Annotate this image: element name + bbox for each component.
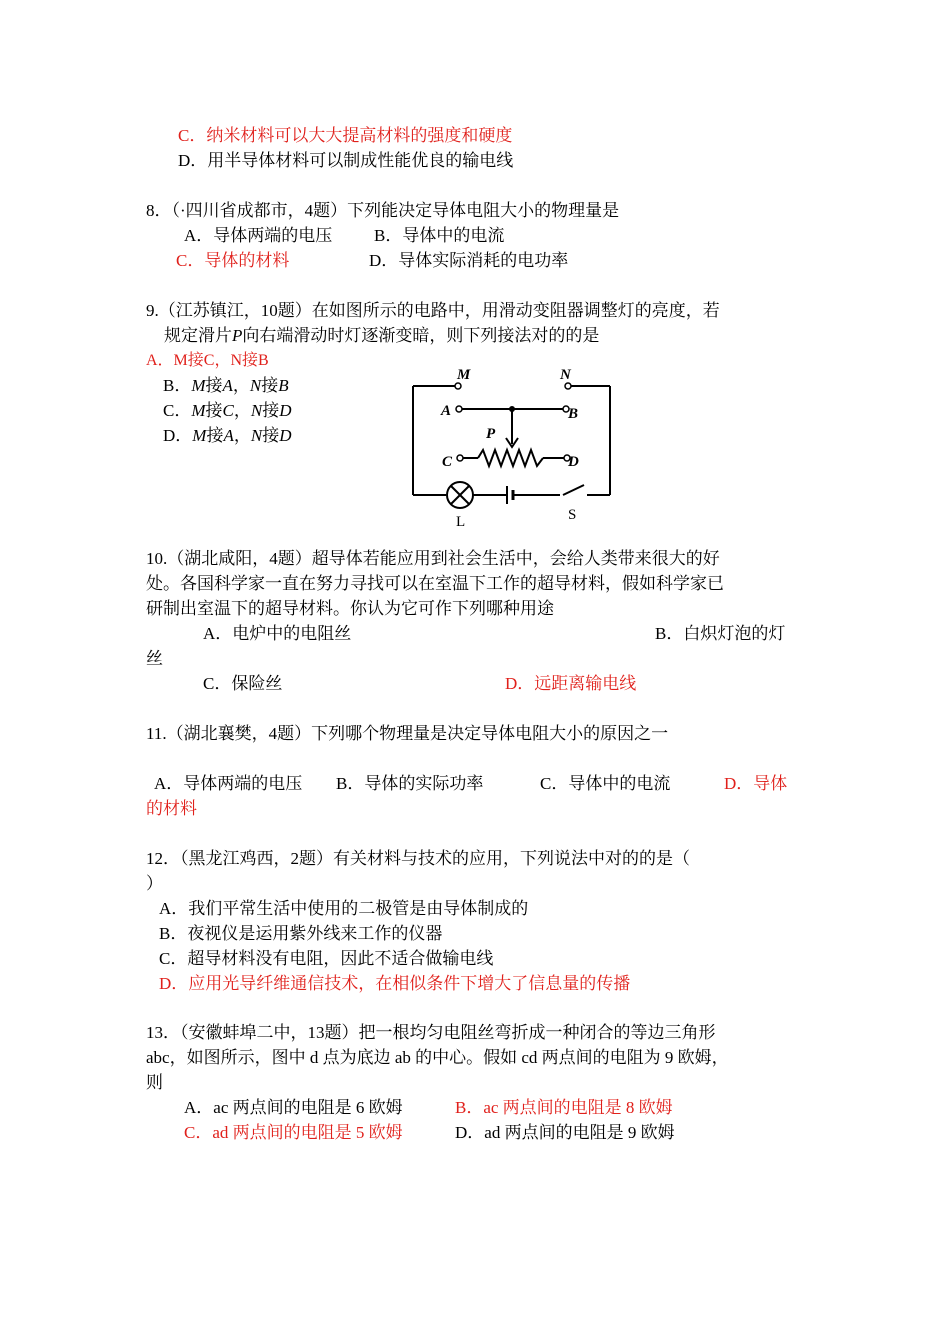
label-m: M [457, 367, 471, 383]
label-s: S [568, 507, 577, 523]
q9-stem-p: P [232, 326, 243, 345]
q10-stem-line2: 处。各国科学家一直在努力寻找可以在室温下工作的超导材料，假如科学家已 [146, 574, 724, 593]
text: 接 [262, 426, 280, 445]
label-c: C [442, 454, 453, 470]
q7-option-d: D．用半导体材料可以制成性能优良的输电线 [178, 151, 514, 170]
q9-stem-line2 [164, 324, 599, 348]
q13-option-b: B．ac 两点间的电阻是 8 欧姆 [455, 1098, 673, 1117]
q8-option-a: A．导体两端的电压 [184, 226, 333, 245]
text: 接 [206, 426, 224, 445]
q10-option-c: C．保险丝 [203, 674, 283, 693]
var-n: N [250, 401, 263, 420]
label-d: D [568, 454, 579, 470]
q9-stem-line1: 9.（江苏镇江，10题）在如图所示的电路中，用滑动变阻器调整灯的亮度，若 [146, 301, 720, 320]
q8-stem: 8．（·四川省成都市，4题）下列能决定导体电阻大小的物理量是 [146, 201, 620, 220]
q11-stem: 11.（湖北襄樊，4题）下列哪个物理量是决定导体电阻大小的原因之一 [146, 724, 669, 743]
opt-label: C． [163, 401, 192, 420]
q11-option-c: C．导体中的电流 [540, 774, 671, 793]
q9-option-c [163, 399, 291, 423]
q13-stem-line2: abc，如图所示，图中 d 点为底边 ab 的中心。假如 cd 两点间的电阻为 9 欧姆， [146, 1048, 729, 1067]
var-n: N [249, 376, 262, 395]
terminal-n [565, 383, 571, 389]
q9-stem-text-2: 向右端滑动时灯逐渐变暗，则下列接法对的的是 [242, 326, 600, 345]
switch-icon [563, 485, 584, 495]
terminal-m [455, 383, 461, 389]
q8-option-c: C．导体的材料 [176, 251, 290, 270]
q10-option-a: A．电炉中的电阻丝 [203, 624, 352, 643]
q9-stem-text: 规定滑片 [164, 326, 232, 345]
q11-option-b: B．导体的实际功率 [336, 774, 484, 793]
q11-option-d-cont: 的材料 [146, 799, 197, 818]
var-m: M [191, 376, 206, 395]
sep: ， [233, 401, 251, 420]
q12-option-b: B．夜视仪是运用紫外线来工作的仪器 [159, 924, 443, 943]
var-y: D [279, 401, 292, 420]
q12-option-a: A．我们平常生活中使用的二极管是由导体制成的 [159, 899, 529, 918]
opt-label: D． [163, 426, 193, 445]
label-l: L [456, 514, 466, 530]
q8-option-d: D．导体实际消耗的电功率 [369, 251, 569, 270]
junction-dot [509, 406, 515, 412]
label-p: P [486, 426, 496, 442]
label-a: A [441, 403, 452, 419]
text: 接 [261, 376, 279, 395]
q12-stem-line2: ） [146, 874, 163, 893]
q12-option-d: D．应用光导纤维通信技术，在相似条件下增大了信息量的传播 [159, 974, 631, 993]
sep: ， [232, 376, 250, 395]
q13-stem-line3: 则 [146, 1073, 163, 1092]
q10-option-b-cont: 丝 [146, 649, 163, 668]
q13-option-c: C．ad 两点间的电阻是 5 欧姆 [184, 1123, 403, 1142]
q11-option-d: D．导体 [724, 774, 788, 793]
text: 接 [205, 401, 223, 420]
var-m: M [191, 401, 206, 420]
q8-option-b: B．导体中的电流 [374, 226, 505, 245]
text: 接 [262, 401, 280, 420]
q13-stem-line1: 13．（安徽蚌埠二中，13题）把一根均匀电阻丝弯折成一种闭合的等边三角形 [146, 1023, 716, 1042]
label-n: N [560, 367, 571, 383]
q10-stem-line1: 10.（湖北咸阳，4题）超导体若能应用到社会生活中，会给人类带来很大的好 [146, 549, 720, 568]
opt-label: B． [163, 376, 192, 395]
terminal-a [456, 406, 462, 412]
q13-option-a: A．ac 两点间的电阻是 6 欧姆 [184, 1098, 403, 1117]
var-m: M [192, 426, 207, 445]
resistor-coil [478, 450, 543, 466]
q10-stem-line3: 研制出室温下的超导材料。你认为它可作下列哪种用途 [146, 599, 554, 618]
var-y: D [279, 426, 292, 445]
sep: ， [233, 426, 251, 445]
var-n: N [250, 426, 263, 445]
q10-option-b: B．白炽灯泡的灯 [655, 624, 786, 643]
q12-stem-line1: 12．（黑龙江鸡西，2题）有关材料与技术的应用，下列说法中对的的是（ [146, 849, 690, 868]
terminal-c [457, 455, 463, 461]
q9-option-d [163, 424, 291, 448]
circuit-diagram [400, 362, 630, 532]
q12-option-c: C．超导材料没有电阻，因此不适合做输电线 [159, 949, 494, 968]
label-b: B [568, 406, 579, 422]
q11-option-a: A．导体两端的电压 [154, 774, 303, 793]
q7-option-c: C．纳米材料可以大大提高材料的强度和硬度 [178, 126, 513, 145]
q10-option-d: D．远距离输电线 [505, 674, 637, 693]
text: 接 [205, 376, 223, 395]
var-x: A [223, 426, 234, 445]
var-x: C [222, 401, 234, 420]
var-x: A [222, 376, 233, 395]
var-y: B [278, 376, 289, 395]
q9-option-b [163, 374, 289, 398]
q13-option-d: D．ad 两点间的电阻是 9 欧姆 [455, 1123, 675, 1142]
q9-option-a: A．M接C，N接B [146, 352, 269, 369]
